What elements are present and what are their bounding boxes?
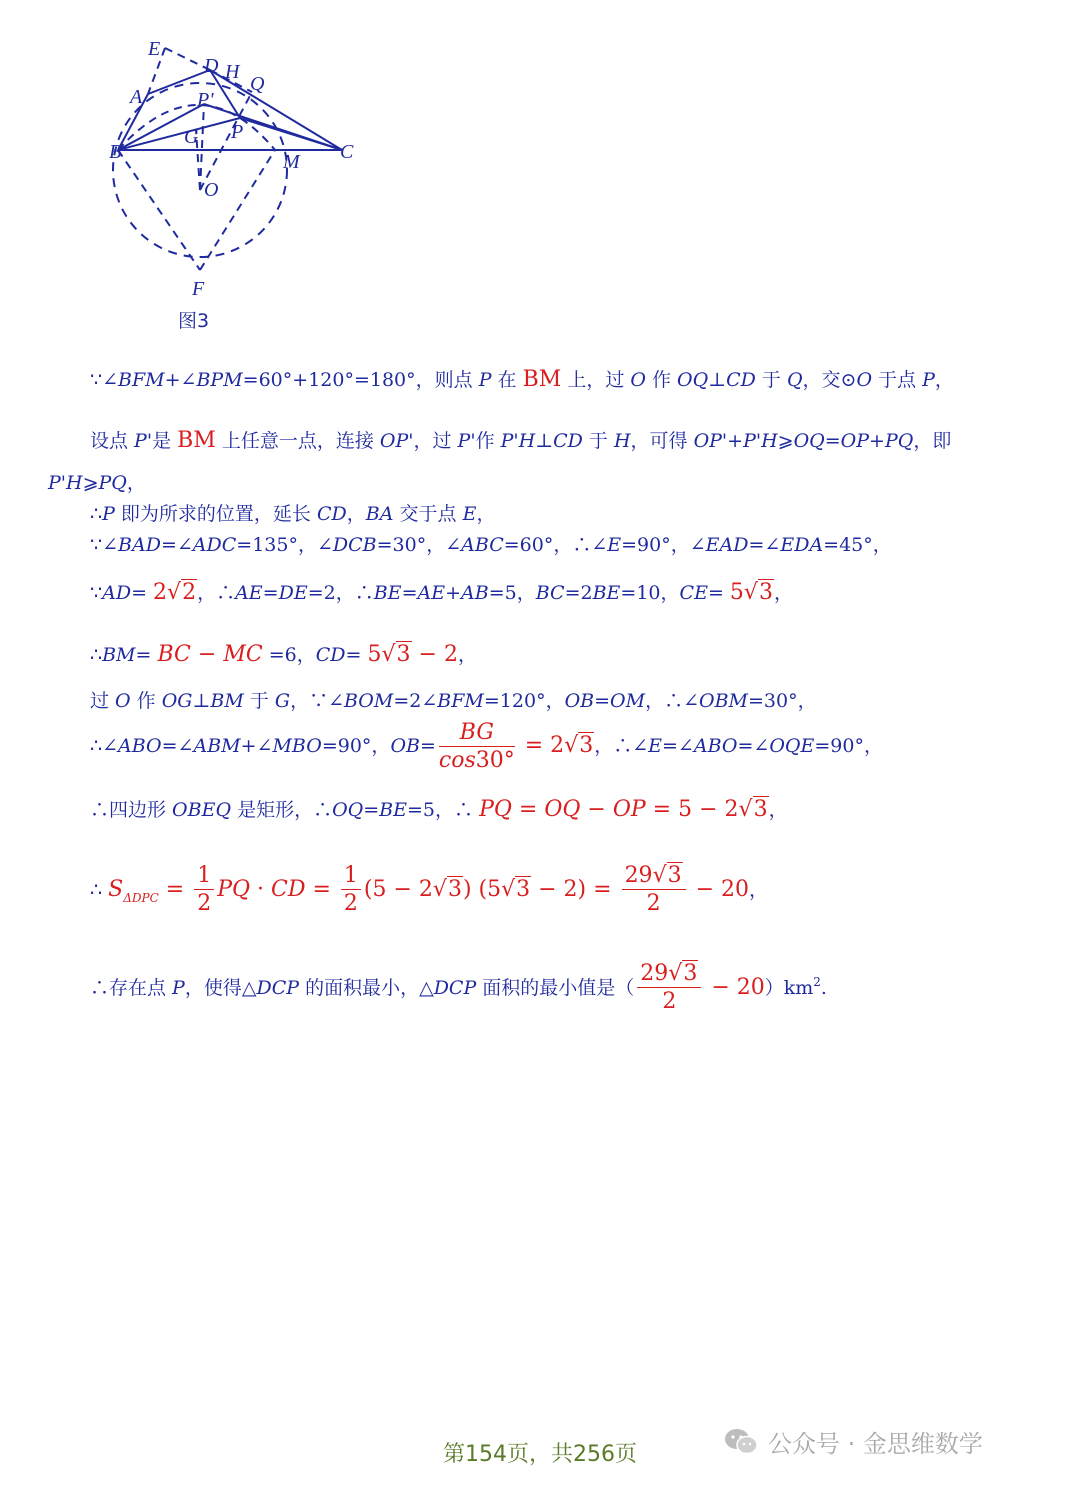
text: 于	[755, 369, 787, 391]
text: ，∵∠	[290, 690, 344, 712]
text: =30°，	[748, 690, 817, 712]
text: ∴	[90, 503, 103, 525]
text: PQ	[98, 472, 127, 494]
text: ，∴∠	[645, 690, 699, 712]
text: − 2) =	[531, 877, 619, 902]
arc-bm-label: BM	[177, 428, 216, 453]
text: E	[607, 534, 622, 556]
text: E	[648, 735, 663, 757]
text: 的面积最小，△	[299, 977, 434, 999]
text: =5，∴	[407, 799, 480, 821]
text: ∴	[90, 879, 109, 901]
solution-line-9	[90, 718, 883, 774]
solution-line-6	[90, 580, 793, 606]
text: ABO	[118, 735, 162, 757]
text: =∠	[662, 735, 694, 757]
text: =45°，	[823, 534, 892, 556]
denominator	[439, 747, 515, 772]
text: 是矩形，∴	[231, 799, 333, 821]
sqrt: √3	[738, 797, 768, 822]
text: (5 − 2	[363, 877, 433, 902]
label-o: O	[204, 179, 219, 201]
text: =60°+120°=180°，则点	[242, 369, 479, 391]
text: =30°，∠	[376, 534, 462, 556]
text: 3	[447, 877, 462, 902]
numerator: 1	[341, 865, 361, 890]
text: AD	[102, 582, 132, 604]
text: ，	[126, 472, 146, 494]
text: AE	[417, 582, 446, 604]
numerator: 1	[194, 865, 214, 890]
text: BE	[592, 582, 621, 604]
text: BOM	[343, 690, 394, 712]
page-number: 第154页，共256页	[443, 1442, 637, 1467]
text: 5	[367, 642, 382, 667]
text: − 20	[704, 975, 765, 1000]
math-2-sqrt-2	[153, 580, 197, 605]
text: OQ	[677, 369, 709, 391]
text: OBEQ	[172, 799, 232, 821]
label-e: E	[148, 38, 161, 60]
text: ，即	[913, 430, 952, 452]
math-cd-value	[368, 642, 458, 667]
text: 于点	[872, 369, 923, 391]
text: =	[262, 582, 279, 604]
text: 即为所求的位置，延长	[114, 503, 317, 525]
text: =2	[564, 582, 593, 604]
text: 在	[491, 369, 523, 391]
text: 2	[153, 580, 168, 605]
text: ∵	[90, 582, 103, 604]
text: ，使得△	[184, 977, 257, 999]
label-b: B	[109, 141, 122, 163]
text: =	[824, 430, 841, 452]
text: DCP	[433, 977, 477, 999]
text: =∠	[748, 534, 781, 556]
text: ⩾	[777, 430, 794, 452]
text: =	[158, 877, 192, 902]
text: BC	[535, 582, 565, 604]
text: − 20	[688, 877, 750, 902]
solution-line-8	[90, 688, 817, 714]
text: P	[478, 369, 492, 391]
text: ，	[934, 369, 954, 391]
text: =	[135, 644, 158, 666]
text: =	[305, 877, 338, 902]
text: =90°，∠	[621, 534, 706, 556]
fraction-half	[194, 865, 214, 915]
text: +	[445, 582, 461, 604]
sqrt: √3	[652, 863, 682, 888]
text: OQ	[544, 797, 581, 822]
fraction-29-sqrt3-over-2	[637, 963, 701, 1013]
text: ADC	[192, 534, 237, 556]
math-pq-value	[479, 797, 768, 822]
text: ，	[457, 644, 477, 666]
text: +∠	[164, 369, 197, 391]
denominator: 2	[197, 891, 212, 916]
text: 3	[758, 580, 773, 605]
solution-line-2	[90, 428, 951, 454]
text: MBO	[272, 735, 322, 757]
text: =2，∴	[307, 582, 374, 604]
text: AB	[461, 582, 489, 604]
text: BAD	[118, 534, 161, 556]
text: P	[922, 369, 935, 391]
label-p: P	[231, 121, 244, 143]
text: OQ	[332, 799, 364, 821]
text: MC	[223, 642, 263, 667]
math-area-formula	[108, 863, 750, 916]
label-a: A	[130, 86, 143, 108]
text: CD	[553, 430, 583, 452]
text: +	[727, 430, 744, 452]
text: −	[190, 642, 224, 667]
text: =	[594, 690, 611, 712]
text: ，∴	[197, 582, 236, 604]
text: 29	[640, 961, 669, 986]
text: 3	[753, 797, 768, 822]
segment-opp	[200, 104, 204, 190]
text: DCB	[332, 534, 377, 556]
text: ，	[476, 503, 496, 525]
fraction-half	[341, 865, 361, 915]
text: ，交⊙	[802, 369, 857, 391]
text: 作	[130, 690, 162, 712]
text: 交于点	[393, 503, 463, 525]
denominator: 2	[343, 891, 358, 916]
text: ）km	[764, 977, 814, 999]
text: OB	[390, 735, 420, 757]
text: ，	[773, 582, 793, 604]
numerator: BG	[439, 722, 515, 747]
watermark	[722, 1424, 983, 1459]
text: BM	[102, 644, 136, 666]
sqrt: √3	[501, 877, 531, 902]
segment-bf	[118, 150, 200, 270]
text: G	[274, 690, 291, 712]
text: =∠	[160, 534, 193, 556]
text: OP'	[693, 430, 728, 452]
text: = 2	[517, 733, 565, 758]
text: =	[401, 582, 418, 604]
solution-line-12	[90, 952, 827, 1018]
text: 2	[182, 580, 197, 605]
segment-bp	[118, 118, 240, 150]
label-g: G	[184, 126, 199, 148]
arc-bm-label: BM	[522, 367, 562, 392]
text: 3	[579, 733, 594, 758]
text: ABO	[693, 735, 738, 757]
text: 过	[90, 690, 116, 712]
text: BM	[210, 690, 244, 712]
text: BFM	[437, 690, 484, 712]
text: O	[856, 369, 873, 391]
text: =	[363, 799, 380, 821]
watermark-text: 公众号 · 金思维数学	[768, 1430, 983, 1458]
text: CE	[679, 582, 708, 604]
denominator: 2	[662, 989, 677, 1014]
text: − 2	[411, 642, 458, 667]
text: CD	[271, 877, 306, 902]
text: =	[131, 582, 154, 604]
text: =2∠	[393, 690, 438, 712]
wechat-icon	[722, 1426, 760, 1458]
text: O	[630, 369, 646, 391]
text: 于	[582, 430, 614, 452]
text: 上，过	[561, 369, 631, 391]
text: ∴四边形	[90, 799, 173, 821]
text: BPM	[196, 369, 243, 391]
solution-line-7	[90, 642, 477, 668]
text: ) (5	[462, 877, 502, 902]
math-2-sqrt-3	[518, 733, 594, 758]
sqrt: √3	[564, 733, 594, 758]
fraction-29-sqrt3-over-2	[622, 865, 686, 915]
math-min-area	[634, 961, 765, 1014]
text: ABM	[193, 735, 241, 757]
text: =135°，∠	[236, 534, 333, 556]
superscript: 2	[813, 975, 821, 989]
text: ⊥	[192, 690, 211, 712]
text: ，	[346, 503, 366, 525]
text: OM	[610, 690, 646, 712]
text: −	[580, 797, 613, 822]
text: 设点	[90, 430, 135, 452]
text: P'	[457, 430, 476, 452]
math-5-sqrt-3	[730, 580, 774, 605]
text: 是	[152, 430, 178, 452]
label-f: F	[192, 278, 205, 300]
text: ∵∠	[90, 369, 119, 391]
label-d: D	[204, 55, 219, 77]
text: ，	[768, 799, 788, 821]
text: DCP	[256, 977, 300, 999]
text: =	[511, 797, 545, 822]
label-c: C	[340, 141, 354, 163]
solution-line-11	[90, 858, 768, 930]
sqrt: √3	[432, 877, 462, 902]
figure-caption: 图3	[178, 310, 210, 330]
geometry-figure	[95, 30, 385, 330]
text: =	[345, 644, 368, 666]
label-h: H	[225, 61, 240, 83]
text: OB	[564, 690, 595, 712]
text: CD	[726, 369, 756, 391]
sqrt: √3	[743, 580, 773, 605]
text: ∴存在点	[90, 977, 173, 999]
text: 3	[683, 961, 698, 986]
text: 作	[645, 369, 678, 391]
text: =5，	[488, 582, 536, 604]
text: PQ	[217, 877, 251, 902]
text: OP	[840, 430, 870, 452]
text: OBM	[699, 690, 748, 712]
text: = 5 − 2	[645, 797, 739, 822]
numerator	[622, 865, 686, 890]
text: DE	[278, 582, 308, 604]
text: ∴	[90, 644, 103, 666]
text: ∴∠	[90, 735, 119, 757]
text: =	[419, 735, 436, 757]
fraction-bg-over-cos30	[439, 722, 515, 772]
text: =60°，∴∠	[503, 534, 608, 556]
text: OQE	[769, 735, 815, 757]
text: ，过	[413, 430, 458, 452]
text: ，∴∠	[594, 735, 649, 757]
sqrt: √3	[668, 961, 698, 986]
text: OQ	[793, 430, 825, 452]
label-m: M	[283, 151, 300, 173]
solution-line-4	[90, 501, 495, 527]
text: P'H	[48, 472, 83, 494]
text: O	[115, 690, 131, 712]
text: E	[462, 503, 477, 525]
text: 上任意一点，连接	[215, 430, 380, 452]
text: OG	[161, 690, 193, 712]
text: ⊥	[708, 369, 727, 391]
text: BFM	[118, 369, 165, 391]
text: =120°，	[483, 690, 565, 712]
numerator	[637, 963, 701, 988]
text: PQ	[479, 797, 512, 822]
sqrt: √3	[381, 642, 411, 667]
text: P	[172, 977, 185, 999]
label-pp: P'	[197, 89, 214, 111]
sqrt: √2	[167, 580, 197, 605]
text: AE	[235, 582, 263, 604]
text: =90°，	[321, 735, 391, 757]
segment-fm	[200, 150, 275, 270]
text: ∵∠	[90, 534, 119, 556]
text: =∠	[161, 735, 194, 757]
text: S	[108, 877, 124, 902]
text: =∠	[737, 735, 770, 757]
text: 3	[516, 877, 531, 902]
text: ，可得	[630, 430, 694, 452]
text: 3	[667, 863, 682, 888]
text: =90°，	[814, 735, 883, 757]
text: CD	[316, 503, 347, 525]
text: 5	[729, 580, 744, 605]
text: =6，	[262, 644, 316, 666]
text: =	[707, 582, 730, 604]
text: P'	[134, 430, 153, 452]
text: EAD	[705, 534, 749, 556]
text: H	[613, 430, 631, 452]
text: ABC	[461, 534, 504, 556]
text: +∠	[240, 735, 273, 757]
text: 作	[475, 430, 501, 452]
text: 于	[243, 690, 275, 712]
text: BE	[373, 582, 402, 604]
text: .	[820, 977, 827, 999]
text: cos	[438, 748, 476, 773]
text: 29	[624, 863, 653, 888]
text: 30°	[475, 748, 515, 773]
solution-line-1	[90, 367, 954, 393]
text: =10，	[620, 582, 680, 604]
text: +	[869, 430, 885, 452]
text: Q	[786, 369, 803, 391]
text: P	[102, 503, 115, 525]
text: ⊥	[535, 430, 554, 452]
solution-line-10	[90, 797, 788, 823]
text: OP'	[379, 430, 414, 452]
text: ·	[250, 877, 272, 902]
text: BE	[379, 799, 408, 821]
text: OP	[612, 797, 646, 822]
solution-line-5	[90, 532, 892, 558]
text: CD	[315, 644, 346, 666]
text: ⩾	[82, 472, 99, 494]
text: 面积的最小值是（	[476, 977, 635, 999]
text: P'H	[743, 430, 778, 452]
text: 3	[396, 642, 411, 667]
text: EDA	[780, 534, 824, 556]
text: ，	[749, 879, 769, 901]
text: P'H	[500, 430, 536, 452]
solution-line-3	[48, 470, 146, 496]
segment-ppc	[204, 104, 342, 150]
text: BC	[157, 642, 191, 667]
text: BA	[365, 503, 394, 525]
subscript: ΔDPC	[123, 891, 159, 905]
text: PQ	[884, 430, 914, 452]
label-q: Q	[250, 73, 265, 95]
denominator: 2	[646, 891, 661, 916]
